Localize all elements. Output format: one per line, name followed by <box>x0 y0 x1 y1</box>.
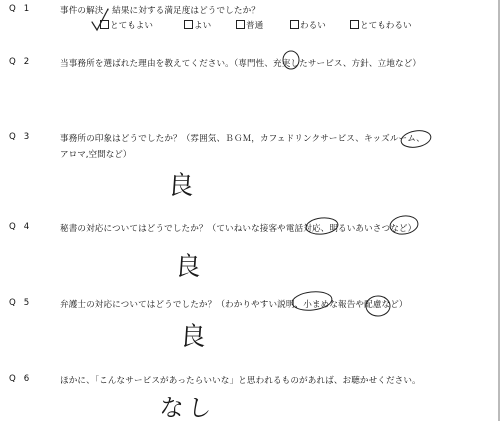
question-number: Q 2 <box>9 57 32 67</box>
question-text: 事務所の印象はどうでしたか？（雰囲気、ＢＧＭ，カフェドリンクサービス、キッズルーム、 <box>60 134 425 144</box>
checkbox-icon[interactable] <box>184 20 193 29</box>
answer-q5[interactable]: 良 <box>178 322 207 352</box>
option-very-good[interactable]: とてもよい <box>100 19 153 31</box>
answer-q4[interactable]: 良 <box>173 252 202 282</box>
question-1 <box>9 4 260 16</box>
answer-q6[interactable]: なし <box>158 394 218 422</box>
question-number: Q 1 <box>9 4 32 14</box>
question-text: 事件の解決・結果に対する満足度はどうでしたか？ <box>60 6 260 16</box>
option-very-bad[interactable]: とてもわるい <box>350 19 412 31</box>
checkbox-icon[interactable] <box>350 20 359 29</box>
option-average[interactable]: 普通 <box>236 19 263 31</box>
question-3 <box>9 132 425 144</box>
question-number: Q 6 <box>9 374 32 384</box>
checkbox-icon[interactable] <box>236 20 245 29</box>
question-6 <box>9 374 421 386</box>
question-text: 秘書の対応についてはどうでしたか？（ていねいな接客や電話対応、明るいあいさつなど） <box>60 224 417 234</box>
question-3-continued: アロマ,空間など） <box>60 150 132 160</box>
question-text: 当事務所を選ばれた理由を教えてください。（専門性、充実したサービス、方針、立地など） <box>60 59 422 69</box>
checkbox-icon[interactable] <box>290 20 299 29</box>
question-number: Q 3 <box>9 132 32 142</box>
option-good[interactable]: よい <box>184 19 211 31</box>
question-number: Q 4 <box>9 222 32 232</box>
question-number: Q 5 <box>9 298 32 308</box>
question-text: 弁護士の対応についてはどうでしたか？（わかりやすい説明、小まめな報告や配慮など） <box>60 300 408 310</box>
checkbox-icon[interactable] <box>100 20 109 29</box>
question-2 <box>9 57 422 69</box>
question-text: ほかに、「こんなサービスがあったらいいな」と思われるものがあれば、お聴かせください。 <box>60 376 421 386</box>
option-bad[interactable]: わるい <box>290 19 326 31</box>
answer-q3[interactable]: 良 <box>166 171 195 201</box>
question-4 <box>9 222 417 234</box>
question-5 <box>9 298 408 310</box>
